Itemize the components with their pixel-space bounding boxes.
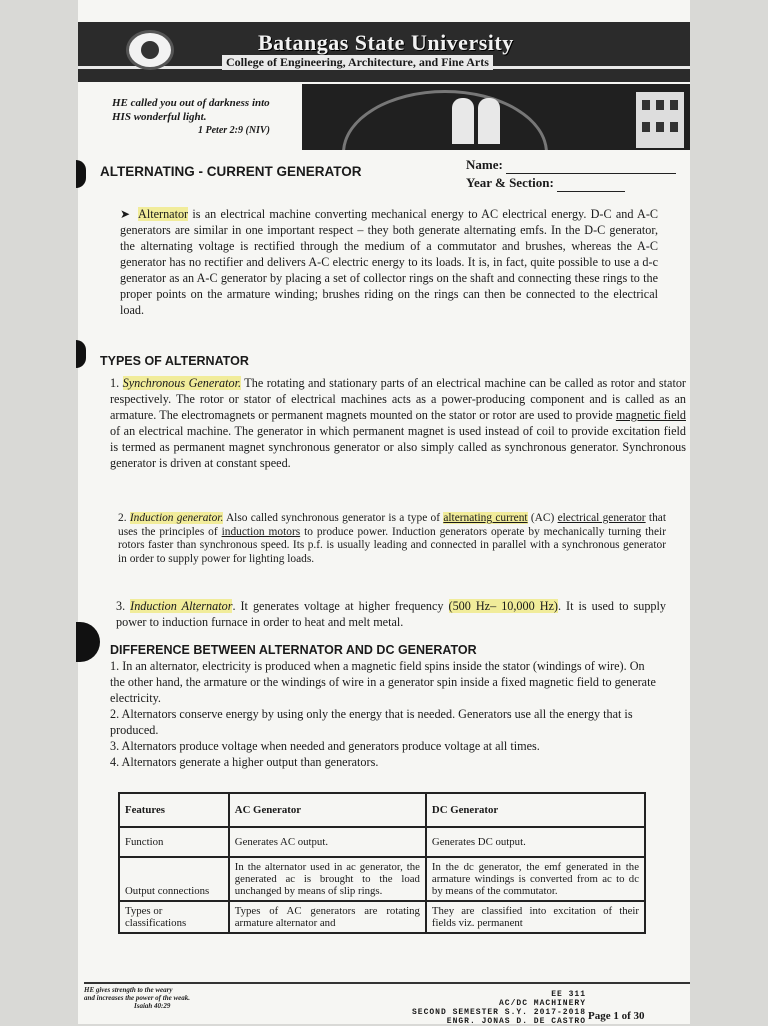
table-header-row [119, 793, 645, 827]
table-cell: Output connections [119, 857, 229, 901]
list-item: 3. Alternators produce voltage when needed and generators produce voltage at all times. [110, 739, 540, 753]
intro-paragraph: ➤ Alternator is an electrical machine converting mechanical energy to AC electrical energy. D-C and A-C generators are similar in one important respect – they both generate alternating emfs. In the D-C generator, the alternating voltage is rectified through the medium of a commutator and brushes, whereas the A-C generator has no rectifier and delivers A-C electric energy to its loads. It is, in fact, quite possible to use a d-c generator as an A-C generator by placing a set of collector rings on the shaft and connecting these rings to the proper points on the armature winding; brushes riding on the rings can then be connected to the electrical load. [120, 207, 659, 317]
induction-generator-paragraph: 2. Induction generator. Also called synchronous generator is a type of alternating current (AC) electrical generator that uses the principles of induction motors to produce power. Induction generators operate by mechanically turning their rotors faster than synchronous speed. Its p.f. is usually leading and connected in parallel with a synchronous generator in order to supply power for lighting loads. [118, 512, 666, 565]
table-cell: Function [119, 827, 229, 857]
table-cell: In the alternator used in ac generator, the generated ac is brought to the load unchanged by means of slip rings. [229, 857, 426, 901]
comparison-table [118, 792, 646, 934]
table-cell: In the dc generator, the emf generated in the armature windings is converted from ac to dc by means of the commutator. [426, 857, 645, 901]
header-verse: HE called you out of darkness into HIS wonderful light. 1 Peter 2:9 (NIV) [112, 97, 270, 136]
induction-alternator-paragraph: 3. Induction Alternator. It generates voltage at higher frequency (500 Hz– 10,000 Hz). It is used to supply power to induction furnace in order to heat and melt metal. [116, 599, 666, 629]
table-header-cell: Features [119, 793, 229, 827]
page-number: Page 1 of 30 [588, 1010, 645, 1022]
page-title: ALTERNATING - CURRENT GENERATOR [100, 164, 362, 179]
table-header-cell: AC Generator [229, 793, 426, 827]
table-row [119, 857, 645, 901]
university-name: Batangas State University [258, 30, 514, 55]
table-cell: They are classified into excitation of their fields viz. permanent [426, 901, 645, 933]
difference-list [110, 658, 656, 770]
section-heading-types: TYPES OF ALTERNATOR [100, 354, 249, 368]
course-info: EE 311 AC/DC MACHINERY SECOND SEMESTER S.Y. 2017-2018 ENGR. JONAS D. DE CASTRO [411, 990, 586, 1026]
footer-verse: HE gives strength to the weary and increases the power of the weak. Isaiah 40:29 [84, 986, 190, 1010]
table-cell: Types of AC generators are rotating armature alternator and [229, 901, 426, 933]
bullet-arrow-icon: ➤ [120, 207, 131, 221]
student-info-form: Name: Year & Section: [466, 156, 676, 192]
footer-divider [84, 982, 690, 984]
synchronous-generator-paragraph: 1. Synchronous Generator. The rotating and stationary parts of an electrical machine can be called as rotor and stator respectively. The rotor or stator of electrical machines acts as a power-producing component and is called as an armature. The electromagnets or permanent magnets mounted on the stator or rotor are used to provide magnetic field of an electrical machine. The generator in which permanent magnet is used instead of coil to provide excitation field is termed as permanent magnet synchronous generator or also simply called as synchronous generator. Synchronous generator is driven at constant speed. [110, 376, 686, 470]
table-cell: Generates DC output. [426, 827, 645, 857]
list-item: 1. In an alternator, electricity is produced when a magnetic field spins inside the stator (windings of wire). On the other hand, the armature or the windings of wire in a generator spin inside a fixed magnetic field to generate electricity. [110, 659, 656, 705]
table-row [119, 901, 645, 933]
table-row [119, 827, 645, 857]
section-heading-difference: DIFFERENCE BETWEEN ALTERNATOR AND DC GENERATOR [110, 643, 477, 657]
table-cell: Generates AC output. [229, 827, 426, 857]
campus-photo [302, 84, 690, 150]
year-section-field-line[interactable] [557, 191, 625, 192]
college-name: College of Engineering, Architecture, and Fine Arts [222, 55, 493, 70]
university-seal-icon [126, 30, 174, 70]
list-item: 4. Alternators generate a higher output than generators. [110, 755, 379, 769]
list-item: 2. Alternators conserve energy by using only the energy that is needed. Generators use all the energy that is produced. [110, 707, 633, 737]
table-cell: Types or classifications [119, 901, 229, 933]
table-header-cell: DC Generator [426, 793, 645, 827]
